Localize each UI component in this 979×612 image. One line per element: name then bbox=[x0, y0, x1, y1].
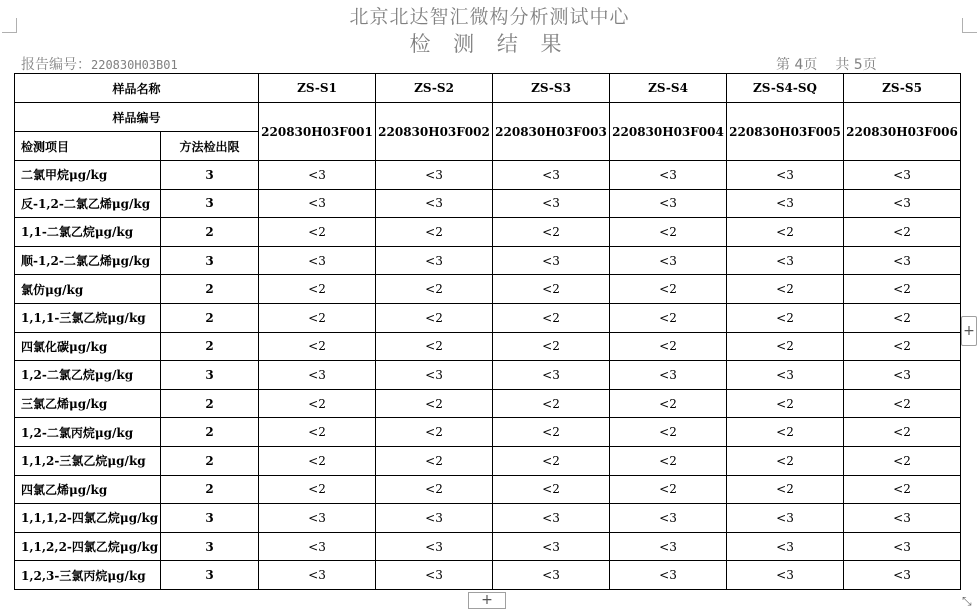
page-title: 检 测 结 果 bbox=[409, 32, 570, 56]
result-value: <3 bbox=[493, 504, 610, 533]
table-row bbox=[15, 275, 961, 304]
result-value: <3 bbox=[727, 561, 844, 590]
result-value: <2 bbox=[610, 389, 727, 418]
table-row bbox=[15, 218, 961, 247]
sample-name-label: 样品名称 bbox=[15, 74, 259, 103]
result-value: <2 bbox=[727, 303, 844, 332]
result-value: <2 bbox=[844, 218, 961, 247]
item-name: 顺-1,2-二氯乙烯μg/kg bbox=[15, 246, 161, 275]
result-value: <2 bbox=[844, 475, 961, 504]
result-value: <2 bbox=[376, 332, 493, 361]
result-value: <2 bbox=[727, 275, 844, 304]
detection-limit: 2 bbox=[161, 218, 259, 247]
resize-handle-icon[interactable]: ⤡ bbox=[962, 594, 972, 608]
detection-limit: 3 bbox=[161, 161, 259, 190]
result-value: <2 bbox=[259, 275, 376, 304]
result-value: <2 bbox=[493, 389, 610, 418]
report-number-label: 报告编号： bbox=[21, 57, 91, 73]
table-row bbox=[15, 161, 961, 190]
result-value: <3 bbox=[844, 161, 961, 190]
sample-no: 220830H03F004 bbox=[610, 103, 727, 161]
table-row bbox=[15, 446, 961, 475]
result-value: <2 bbox=[259, 418, 376, 447]
result-value: <2 bbox=[610, 446, 727, 475]
result-value: <2 bbox=[493, 218, 610, 247]
result-value: <2 bbox=[844, 332, 961, 361]
result-value: <2 bbox=[259, 446, 376, 475]
result-value: <3 bbox=[493, 532, 610, 561]
sample-no-label-row bbox=[15, 103, 961, 132]
result-value: <2 bbox=[844, 303, 961, 332]
result-value: <2 bbox=[610, 475, 727, 504]
item-name: 1,1,1,2-四氯乙烷μg/kg bbox=[15, 504, 161, 533]
result-value: <3 bbox=[727, 246, 844, 275]
result-value: <3 bbox=[259, 246, 376, 275]
item-name: 1,2,3-三氯丙烷μg/kg bbox=[15, 561, 161, 590]
sample-no-label: 样品编号 bbox=[15, 103, 259, 132]
result-value: <3 bbox=[727, 532, 844, 561]
result-value: <2 bbox=[376, 303, 493, 332]
detection-limit: 3 bbox=[161, 246, 259, 275]
result-value: <2 bbox=[493, 418, 610, 447]
result-value: <3 bbox=[259, 189, 376, 218]
item-name: 反-1,2-二氯乙烯μg/kg bbox=[15, 189, 161, 218]
detection-limit: 3 bbox=[161, 561, 259, 590]
result-value: <3 bbox=[376, 504, 493, 533]
result-value: <3 bbox=[376, 161, 493, 190]
result-value: <2 bbox=[493, 475, 610, 504]
result-value: <3 bbox=[376, 561, 493, 590]
result-value: <2 bbox=[493, 332, 610, 361]
sample-no: 220830H03F003 bbox=[493, 103, 610, 161]
result-value: <3 bbox=[844, 361, 961, 390]
result-value: <2 bbox=[727, 446, 844, 475]
result-value: <3 bbox=[844, 504, 961, 533]
detection-limit: 2 bbox=[161, 446, 259, 475]
table-row bbox=[15, 246, 961, 275]
result-value: <2 bbox=[844, 275, 961, 304]
table-row bbox=[15, 475, 961, 504]
result-value: <2 bbox=[727, 389, 844, 418]
result-value: <2 bbox=[376, 446, 493, 475]
result-value: <2 bbox=[259, 389, 376, 418]
org-name: 北京北达智汇微构分析测试中心 bbox=[349, 6, 630, 28]
limit-header: 方法检出限 bbox=[161, 132, 259, 161]
detection-limit: 2 bbox=[161, 418, 259, 447]
result-value: <2 bbox=[259, 303, 376, 332]
result-value: <2 bbox=[844, 389, 961, 418]
result-value: <2 bbox=[610, 332, 727, 361]
sample-name: ZS-S1 bbox=[259, 74, 376, 103]
result-value: <2 bbox=[376, 475, 493, 504]
result-value: <2 bbox=[844, 446, 961, 475]
detection-limit: 2 bbox=[161, 303, 259, 332]
detection-limit: 2 bbox=[161, 275, 259, 304]
result-value: <3 bbox=[493, 361, 610, 390]
result-value: <3 bbox=[259, 361, 376, 390]
item-name: 三氯乙烯μg/kg bbox=[15, 389, 161, 418]
result-value: <2 bbox=[610, 275, 727, 304]
result-value: <3 bbox=[844, 189, 961, 218]
result-value: <2 bbox=[727, 332, 844, 361]
page-info bbox=[776, 54, 895, 74]
result-value: <3 bbox=[727, 161, 844, 190]
result-value: <3 bbox=[493, 161, 610, 190]
sample-no: 220830H03F002 bbox=[376, 103, 493, 161]
result-value: <2 bbox=[610, 418, 727, 447]
item-name: 氯仿μg/kg bbox=[15, 275, 161, 304]
sample-no: 220830H03F006 bbox=[844, 103, 961, 161]
result-value: <2 bbox=[259, 475, 376, 504]
result-value: <3 bbox=[610, 561, 727, 590]
add-row-button[interactable]: + bbox=[468, 592, 506, 609]
result-value: <3 bbox=[727, 361, 844, 390]
table-row bbox=[15, 504, 961, 533]
item-name: 1,1-二氯乙烷μg/kg bbox=[15, 218, 161, 247]
result-value: <2 bbox=[376, 389, 493, 418]
detection-limit: 3 bbox=[161, 532, 259, 561]
result-value: <3 bbox=[259, 561, 376, 590]
item-name: 四氯化碳μg/kg bbox=[15, 332, 161, 361]
table-row bbox=[15, 332, 961, 361]
page-total: 共 5页 bbox=[835, 57, 877, 73]
result-value: <2 bbox=[610, 303, 727, 332]
table-row bbox=[15, 561, 961, 590]
result-value: <2 bbox=[727, 218, 844, 247]
result-value: <3 bbox=[727, 504, 844, 533]
sample-name: ZS-S5 bbox=[844, 74, 961, 103]
item-name: 二氯甲烷μg/kg bbox=[15, 161, 161, 190]
sample-name: ZS-S2 bbox=[376, 74, 493, 103]
result-value: <3 bbox=[376, 246, 493, 275]
result-value: <3 bbox=[493, 246, 610, 275]
table-row bbox=[15, 389, 961, 418]
sample-name: ZS-S4-SQ bbox=[727, 74, 844, 103]
table-row bbox=[15, 532, 961, 561]
result-value: <3 bbox=[376, 361, 493, 390]
sample-name-row bbox=[15, 74, 961, 103]
result-value: <3 bbox=[844, 532, 961, 561]
result-value: <2 bbox=[610, 218, 727, 247]
result-value: <2 bbox=[727, 418, 844, 447]
detection-limit: 2 bbox=[161, 389, 259, 418]
item-name: 1,2-二氯丙烷μg/kg bbox=[15, 418, 161, 447]
sample-no: 220830H03F001 bbox=[259, 103, 376, 161]
sample-name: ZS-S4 bbox=[610, 74, 727, 103]
result-value: <2 bbox=[259, 218, 376, 247]
result-value: <2 bbox=[844, 418, 961, 447]
detection-limit: 3 bbox=[161, 504, 259, 533]
result-value: <3 bbox=[610, 189, 727, 218]
table-row bbox=[15, 189, 961, 218]
detection-limit: 3 bbox=[161, 189, 259, 218]
add-column-button[interactable]: + bbox=[961, 316, 977, 346]
item-name: 1,1,2,2-四氯乙烷μg/kg bbox=[15, 532, 161, 561]
results-table bbox=[14, 73, 961, 590]
result-value: <3 bbox=[376, 532, 493, 561]
result-value: <2 bbox=[376, 275, 493, 304]
item-name: 1,1,2-三氯乙烷μg/kg bbox=[15, 446, 161, 475]
report-number bbox=[21, 54, 178, 74]
result-value: <2 bbox=[727, 475, 844, 504]
item-name: 1,2-二氯乙烷μg/kg bbox=[15, 361, 161, 390]
result-value: <3 bbox=[610, 504, 727, 533]
result-value: <3 bbox=[727, 189, 844, 218]
result-value: <2 bbox=[493, 446, 610, 475]
result-value: <3 bbox=[259, 532, 376, 561]
result-value: <3 bbox=[610, 361, 727, 390]
page-current: 第 4页 bbox=[776, 57, 818, 73]
table-row bbox=[15, 418, 961, 447]
detection-limit: 2 bbox=[161, 332, 259, 361]
result-value: <2 bbox=[376, 218, 493, 247]
result-value: <3 bbox=[259, 161, 376, 190]
result-value: <3 bbox=[844, 246, 961, 275]
item-name: 1,1,1-三氯乙烷μg/kg bbox=[15, 303, 161, 332]
result-value: <2 bbox=[493, 275, 610, 304]
result-value: <3 bbox=[259, 504, 376, 533]
sample-no: 220830H03F005 bbox=[727, 103, 844, 161]
table-row bbox=[15, 361, 961, 390]
result-value: <3 bbox=[610, 532, 727, 561]
table-row bbox=[15, 303, 961, 332]
result-value: <3 bbox=[610, 246, 727, 275]
result-value: <3 bbox=[493, 189, 610, 218]
item-name: 四氯乙烯μg/kg bbox=[15, 475, 161, 504]
result-value: <3 bbox=[610, 161, 727, 190]
result-value: <3 bbox=[493, 561, 610, 590]
report-number-value: 220830H03B01 bbox=[91, 58, 178, 72]
result-value: <2 bbox=[493, 303, 610, 332]
result-value: <2 bbox=[259, 332, 376, 361]
result-value: <2 bbox=[376, 418, 493, 447]
item-header: 检测项目 bbox=[15, 132, 161, 161]
sample-name: ZS-S3 bbox=[493, 74, 610, 103]
detection-limit: 2 bbox=[161, 475, 259, 504]
result-value: <3 bbox=[376, 189, 493, 218]
result-value: <3 bbox=[844, 561, 961, 590]
detection-limit: 3 bbox=[161, 361, 259, 390]
